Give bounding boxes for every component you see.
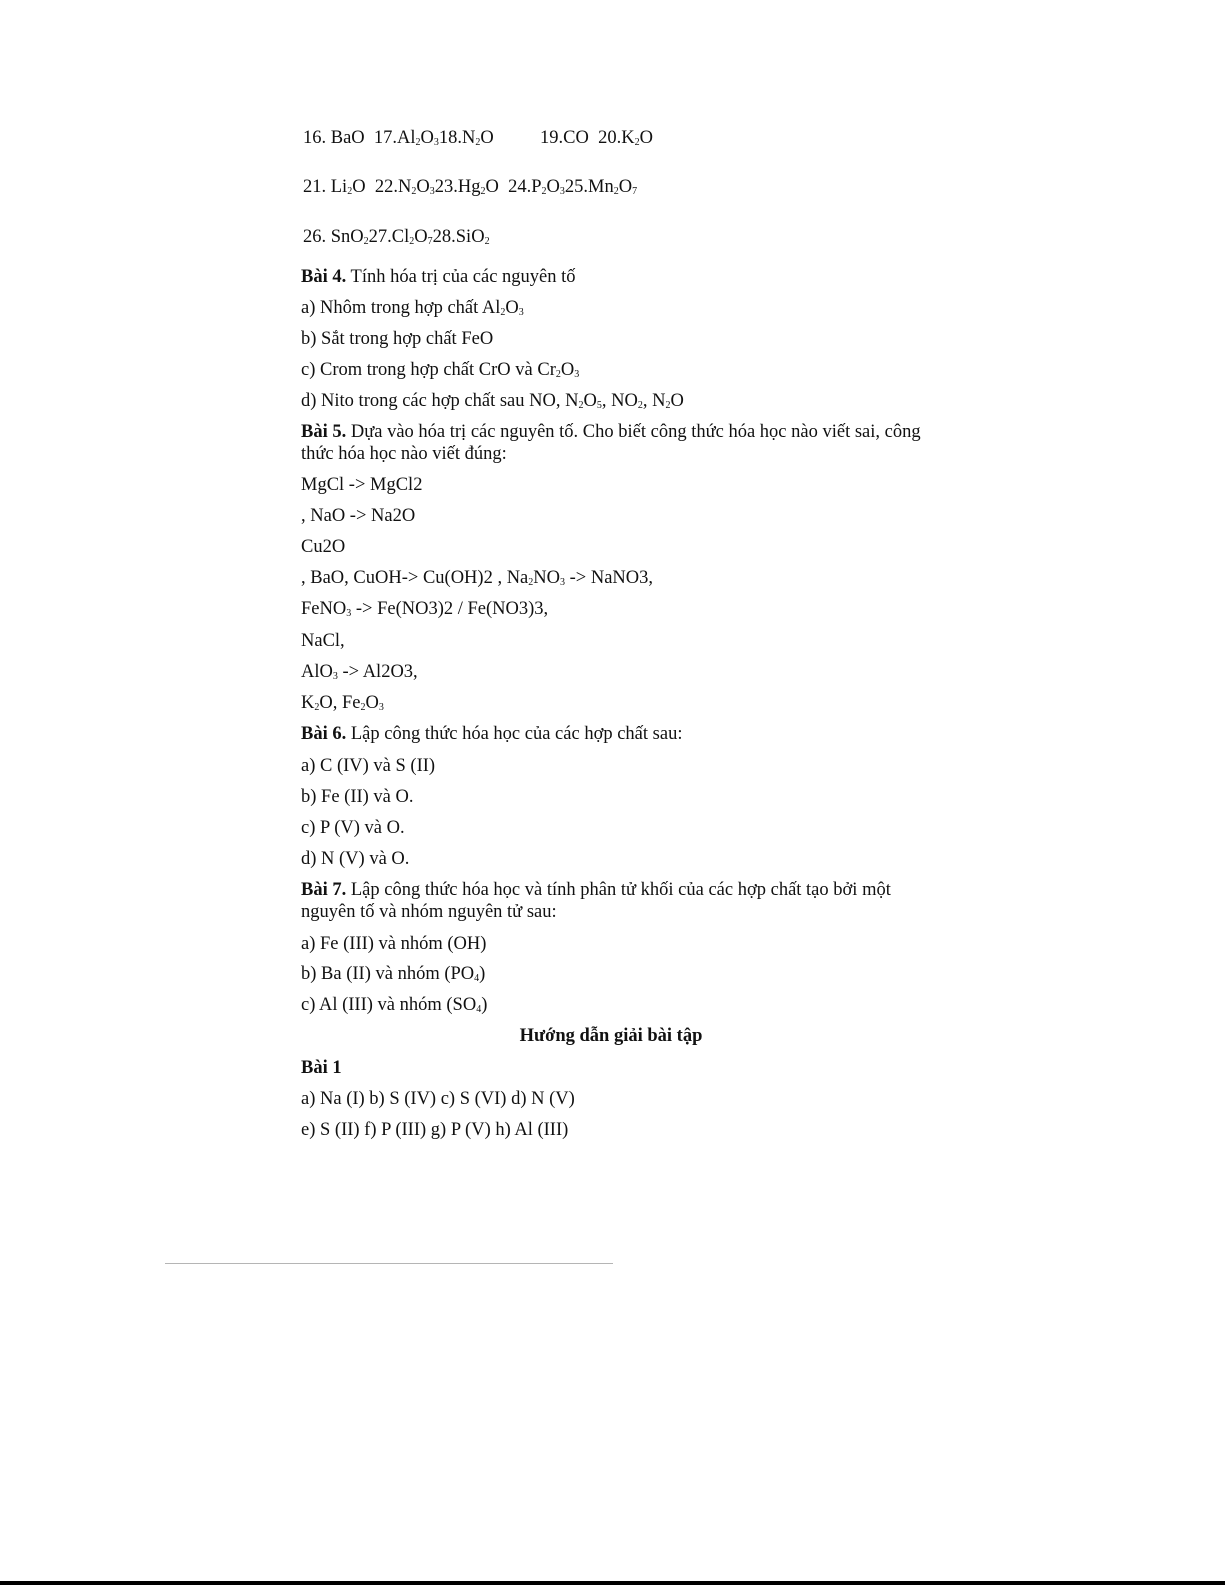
oxide-26: 26. SnO	[303, 227, 364, 247]
oxide-21: 21. Li	[303, 177, 348, 197]
bai6-item-d: d) N (V) và O.	[301, 849, 410, 869]
bai6-item-c: c) P (V) và O.	[301, 818, 405, 838]
guide-bai1-line-2: e) S (II) f) P (III) g) P (V) h) Al (III)	[301, 1120, 569, 1140]
bai5-line-5: FeNO$_3$ -> Fe(NO3)2 / Fe(NO3)3,	[301, 599, 549, 619]
bai5-heading: Bài 5. Dựa vào hóa trị các nguyên tố. Cho biết công thức hóa học nào viết sai, công thức hóa học nào viết đúng:	[301, 422, 921, 464]
oxide-19: 19.CO	[540, 128, 589, 148]
bai4-item-d: d) Nito trong các hợp chất sau NO, $N_2O_5$, $NO_2$, $N_2O$	[301, 391, 684, 411]
oxide-16: 16. BaO	[303, 128, 365, 148]
bai6-item-a: a) C (IV) và S (II)	[301, 756, 436, 776]
bai7-item-a: a) Fe (III) và nhóm (OH)	[301, 934, 487, 954]
bai5-line-3: Cu2O	[301, 537, 346, 557]
bai4-item-c: c) Crom trong hợp chất CrO và $Cr_2O_3$	[301, 360, 580, 380]
bai5-line-1: MgCl -> MgCl2	[301, 475, 423, 495]
page-bottom-border	[0, 1581, 1225, 1585]
bai5-line-2: , NaO -> Na2O	[301, 506, 416, 526]
bai7-item-b: b) Ba (II) và nhóm $(PO_4)$	[301, 964, 486, 984]
bai5-line-6: NaCl,	[301, 631, 345, 651]
bai4-heading: Bài 4. Tính hóa trị của các nguyên tố	[301, 267, 576, 287]
oxide-24: 24.P	[508, 177, 542, 197]
guide-bai1-title: Bài 1	[301, 1058, 342, 1078]
bai4-item-b: b) Sắt trong hợp chất FeO	[301, 329, 494, 349]
guide-bai1-line-1: a) Na (I) b) S (IV) c) S (VI) d) N (V)	[301, 1089, 575, 1109]
guide-heading: Hướng dẫn giải bài tập	[519, 1026, 703, 1046]
oxide-row-3: 26. $SnO_227.Cl_2O_728.SiO_2$	[303, 227, 490, 247]
bai4-item-a: a) Nhôm trong hợp chất $Al_2O_3$	[301, 298, 524, 318]
oxide-20: 20.K	[598, 128, 635, 148]
bai5-line-8: $K_2O$, $Fe_2O_3$	[301, 693, 384, 713]
bai6-item-b: b) Fe (II) và O.	[301, 787, 414, 807]
oxide-22: 22.N	[374, 177, 412, 197]
bai7-heading: Bài 7. Lập công thức hóa học và tính phân tử khối của các hợp chất tạo bởi một nguyên tố và nhóm nguyên tử sau:	[301, 880, 891, 922]
bai7-item-c: c) Al (III) và nhóm $(SO_4)$	[301, 995, 488, 1015]
oxide-25: 25.Mn	[564, 177, 614, 197]
oxide-23: 23.Hg	[434, 177, 481, 197]
bai5-line-7: AlO$_3$ -> Al2O3,	[301, 662, 418, 682]
oxide-row-1: 16. BaO $17.Al_2O_318.N_2O$ 19.CO $20.K_2O$	[303, 128, 653, 148]
oxide-28: 28.SiO	[432, 227, 485, 247]
oxide-17: 17.Al	[373, 128, 416, 148]
oxide-27: 27.Cl	[368, 227, 410, 247]
oxide-row-2: 21. $Li_2O$ $22.N_2O_323.Hg_2O$ $24.P_2O_325.Mn_2O_7$	[303, 177, 638, 197]
bai6-heading: Bài 6. Lập công thức hóa học của các hợp chất sau:	[301, 724, 683, 744]
bai5-line-4: , BaO, CuOH-> Cu(OH)2 , $Na_2NO_3$ -> NaNO3,	[301, 568, 654, 588]
footnote-separator	[165, 1263, 613, 1264]
oxide-18: 18.N	[438, 128, 476, 148]
